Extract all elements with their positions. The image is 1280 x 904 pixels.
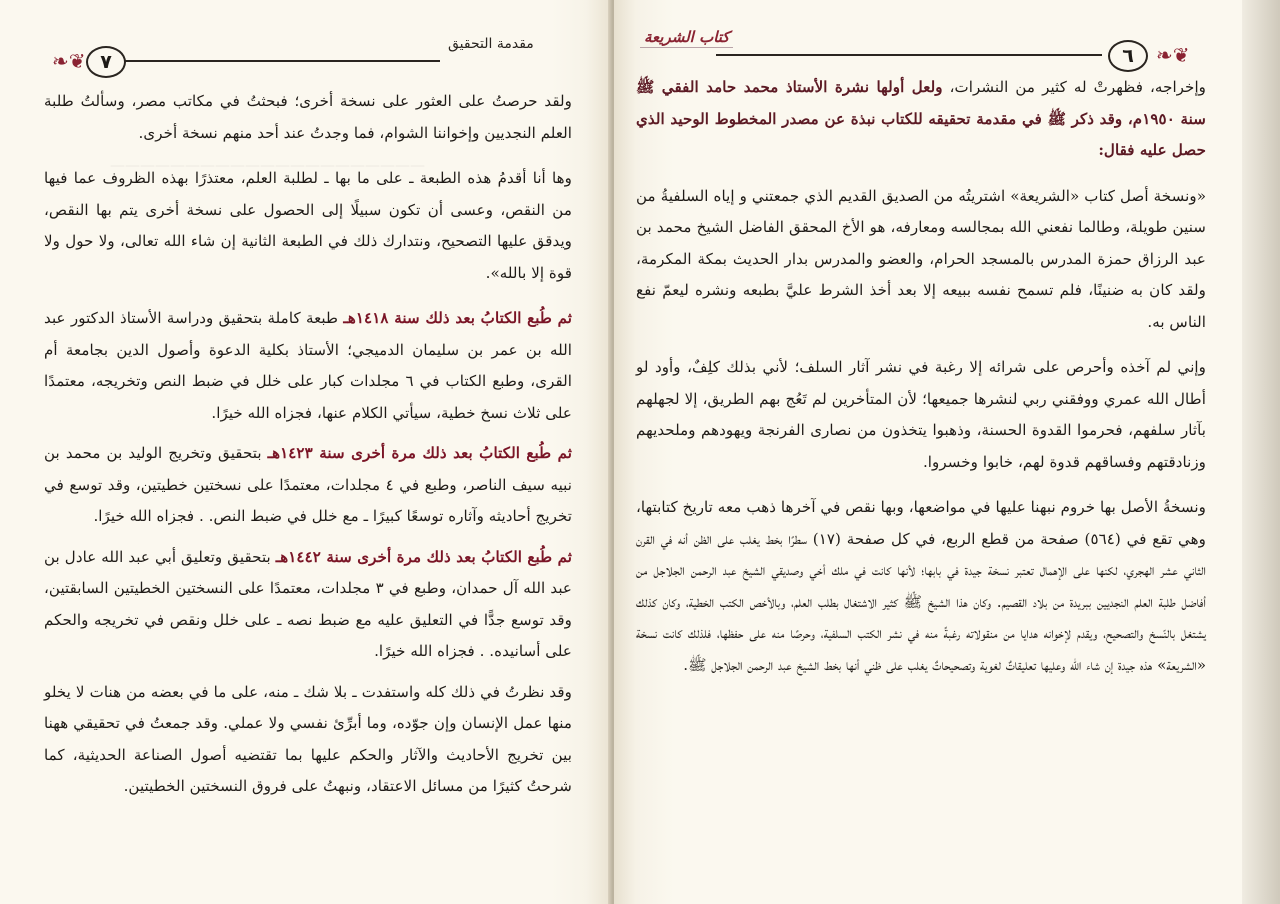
paragraph (44, 542, 572, 668)
quoted-paragraph: ونسخةُ الأصل بها خروم نبهنا عليها في مواضعها، وبها نقص في آخرها ذهب معه تاريخ كتابتها، وهي تقع في (٥٦٤) صفحة من قطع الربع، في كل صفحة (١٧) سطرًا بخط يغلب على الظن أنه في القرن الثاني عشر الهجري، لكنها على الإهمال تعتبر نسخة جيدة في بابها؛ لأنها كانت في ملك أخي وصديقي الشيخ عبد الرحمن الجلاجل من أفاضل طلبة العلم النجديين ببريدة من بلاد القصيم. وكان هذا الشيخ ﷺ كثير الاشتغال بطلب العلم، وبالأخص الكتب الخطية، وكان كذلك يشتغل بالنّسخ والتصحيح، ويقدم لإخوانه هدايا من منقولاته رغبةً منه في نشر الكتب السلفية، وحرصًا منه على حفظها، فلذلك كانت نسخة «الشريعة» هذه جيدة إن شاء الله وعليها تعليقاتٌ لغوية وتصحيحاتٌ يغلب على ظني أنها بخط الشيخ عبد الرحمن الجلاجل ﷺ. (636, 498, 1206, 674)
paragraph: وقد نظرتُ في ذلك كله واستفدت ـ بلا شك ـ منه، على ما في بعضه من هنات لا يخلو منها عمل الإنسان وإن جوّده، وما أبرِّئ نفسي ولا عملي. وقد جمعتُ في تحقيقي ههنا بين تخريج الأحاديث والآثار والحكم عليها بما تقتضيه أصول الصناعة الحديثية، كما شرحتُ كثيرًا من مسائل الاعتقاد، ونبهتُ على فروق النسختين الخطيتين. (44, 682, 572, 795)
header-rule (716, 54, 1102, 56)
paragraph-rest: بتحقيق وتخريج الوليد بن محمد بن نبيه سيف الناصر، وطبع في ٤ مجلدات، معتمدًا على نسختين خطيتين، وقد توسع في تخريج أحاديثه وآثاره توسعًا كبيرًا ـ مع خلل في ضبط النص. . فجزاه الله خيرًا. (44, 444, 572, 525)
paragraph-lead: ثم طُبع الكتابُ بعد ذلك مرة أخرى سنة ١٤٤٢هـ (275, 547, 572, 566)
paragraph-rest: بتحقيق وتعليق أبي عبد الله عادل بن عبد الله آل حمدان، وطبع في ٣ مجلدات، معتمدًا على النسختين الخطيتين السابقتين، وقد توسع جدًّا في التعليق عليه مع ضبط نصه ـ على خلل ونقص في تخريجه والحكم على أسانيده. . فجزاه الله خيرًا. (44, 547, 572, 660)
flourish-ornament-icon: ❦❧ (52, 49, 86, 73)
paragraph (44, 303, 572, 429)
left-page-body (44, 86, 572, 817)
running-head: مقدمة التحقيق (448, 36, 534, 52)
paragraph (636, 72, 1206, 167)
show-through-text: ————————————————————— (110, 156, 425, 174)
left-page (0, 0, 612, 904)
header-rule (122, 60, 440, 62)
right-page (614, 0, 1242, 904)
paragraph: وها أنا أقدمُ هذه الطبعة ـ على ما بها ـ لطلبة العلم، معتذرًا بهذه الظروف عما فيها من النقص، وعسى أن تكون سبيلًا إلى الحصول على نسخة أخرى يتم بها النقص، ويدقق عليها التصحيح، ونتدارك ذلك في الطبعة الثانية إن شاء الله تعالى، ولا حول ولا قوة إلا بالله». (44, 169, 572, 282)
paragraph (44, 438, 572, 533)
page-edges (1242, 0, 1280, 904)
paragraph-rest: طبعة كاملة بتحقيق ودراسة الأستاذ الدكتور عبد الله بن عمر بن سليمان الدميجي؛ الأستاذ بكلية الدعوة وأصول الدين بجامعة أم القرى، وطبع الكتاب في ٦ مجلدات كبار على خلل في ضبط النص وتخريجه، معتمدًا على ثلاث نسخ خطية، سيأتي الكلام عنها، فجزاه الله خيرًا. (44, 309, 572, 422)
paragraph-lead: ثم طُبع الكتابُ بعد ذلك مرة أخرى سنة ١٤٢٣هـ (267, 444, 572, 462)
quoted-paragraph: «ونسخة أصل كتاب «الشريعة» اشتريتُه من الصديق القديم الذي جمعتني و إياه السلفيةُ من سنين طويلة، وطالما نفعني الله بمجالسه ومعارفه، هو الأخ المحقق الفاضل الشيخ محمد بن عبد الرزاق حمزة المدرس بالمسجد الحرام، والعضو والمدرس بدار الحديث بمكة المكرمة، ولقد كان به ضنينًا، فلم تسمح نفسه ببيعه إلا بعد أخذ الشرط عليَّ بطبعه ونشره ليعمّ نفع الناس به. (636, 186, 1206, 331)
paragraph-lead: ثم طُبع الكتابُ بعد ذلك سنة ١٤١٨هـ (343, 309, 572, 327)
paragraph-lead: ولعل أولها نشرة الأستاذ محمد حامد الفقي ﷺ سنة ١٩٥٠م، وقد ذكر ﷺ في مقدمة تحقيقه للكتاب نبذة عن مصدر المخطوط الوحيد الذي حصل عليه فقال: (636, 78, 1206, 159)
right-page-body (636, 72, 1206, 695)
book-title-logo: كتاب الشريعة (640, 28, 733, 48)
page-number: ٧ (86, 46, 126, 78)
paragraph-start: وإخراجه، فظهرتْ له كثير من النشرات، (942, 78, 1206, 96)
left-page-header (52, 26, 572, 86)
flourish-ornament-icon: ❦❧ (1156, 43, 1190, 67)
page-number: ٦ (1108, 40, 1148, 72)
paragraph: ولقد حرصتُ على العثور على نسخة أخرى؛ فبحثتُ في مكاتب مصر، وسألتُ طلبة العلم النجديين وإخواننا الشوام، فما وجدتُ عند أحد منهم نسخة أخرى. (44, 92, 572, 142)
quoted-paragraph: وإني لم آخذه وأحرص على شرائه إلا رغبة في نشر آثار السلف؛ لأني بذلك كلِفٌ، وأود لو أطال الله عمري ووفقني ربي لنشرها جميعها؛ لأن المتأخرين لم تَعُج بهم الطريق، إلا لجهلهم بآثار سلفهم، فحرموا القدوة الحسنة، وذهبوا يتخذون من نصارى الفرنجة ويهودهم وملحديهم وزنادقتهم وفساقهم قدوة لهم، خابوا وخسروا. (636, 358, 1206, 471)
